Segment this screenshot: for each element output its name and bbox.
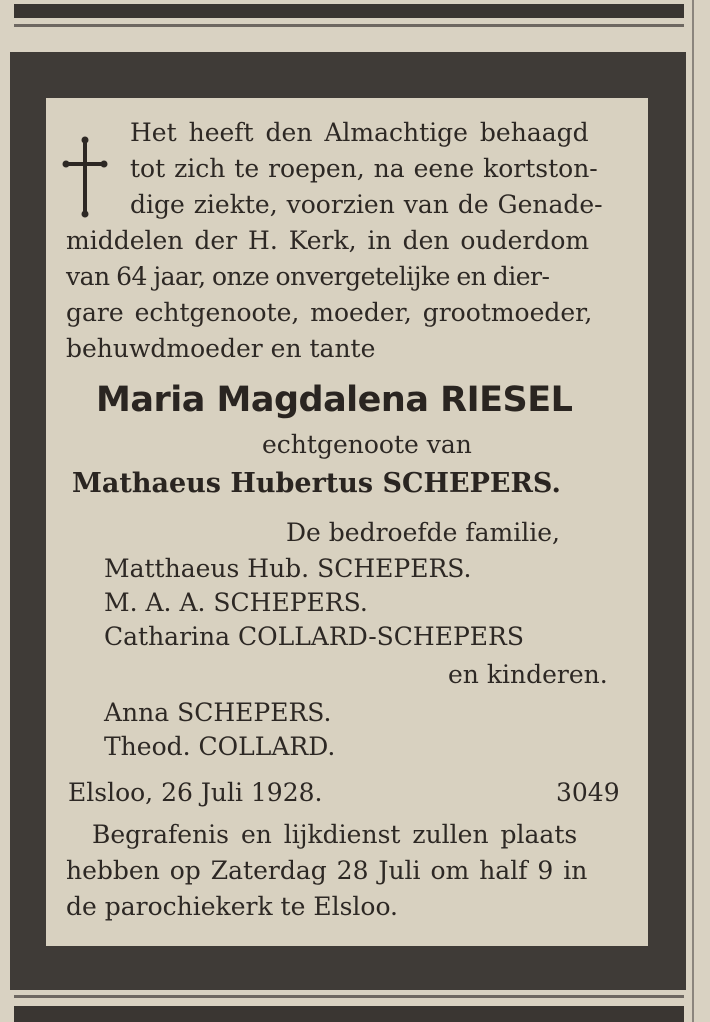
cross-icon [62,136,108,218]
intro-line: gare echtgenoote, moeder, grootmoeder, [66,298,593,327]
family-label: De bedroefde familie, [286,518,560,547]
family-member: en kinderen. [448,660,608,689]
top-thin-rule [14,24,684,27]
spouse-name: Mathaeus Hubertus SCHEPERS. [72,468,561,499]
deceased-name: Maria Magdalena RIESEL [96,380,573,420]
bottom-rule [14,1006,684,1022]
bottom-thin-rule [14,995,684,998]
top-rule [14,4,684,18]
column-rule [692,0,694,1022]
intro-line: behuwdmoeder en tante [66,334,376,363]
intro-line: van 64 jaar, onze onvergetelijke en dier- [66,262,550,291]
intro-line: middelen der H. Kerk, in den ouderdom [66,226,590,255]
funeral-line: hebben op Zaterdag 28 Juli om half 9 in [66,856,588,885]
family-member: Anna SCHEPERS. [104,698,332,727]
place-date: Elsloo, 26 Juli 1928. [68,778,323,807]
intro-line: dige ziekte, voorzien van de Genade- [130,190,603,219]
spouse-label: echtgenoote van [262,430,472,459]
family-member: Catharina COLLARD-SCHEPERS [104,622,524,651]
funeral-line: Begrafenis en lijkdienst zullen plaats [92,820,578,849]
ad-number: 3049 [556,778,620,807]
family-member: Theod. COLLARD. [104,732,336,761]
intro-line: tot zich te roepen, na eene kortston- [130,154,598,183]
intro-line: Het heeft den Almachtige behaagd [130,118,589,147]
funeral-line: de parochiekerk te Elsloo. [66,892,399,921]
family-member: Matthaeus Hub. SCHEPERS. [104,554,472,583]
family-member: M. A. A. SCHEPERS. [104,588,368,617]
